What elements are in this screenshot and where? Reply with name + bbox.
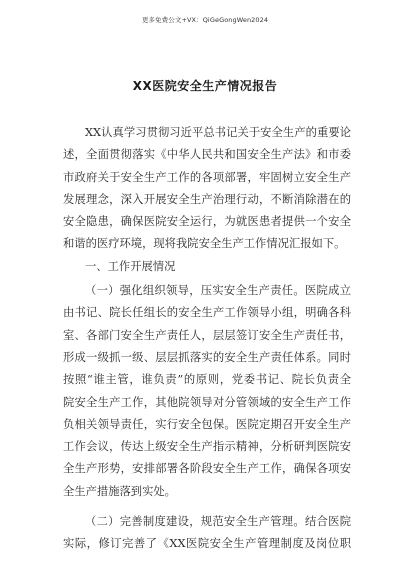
text-line: 院安全生产工作，其他院领导对分管领域的安全生产工作 (63, 395, 351, 409)
text-line: 实际，修订完善了《XX医院安全生产管理制度及岗位职 (63, 537, 351, 551)
text-line: （二）完善制度建设，规范安全生产管理。结合医院 (85, 515, 351, 529)
item-paragraph (63, 280, 351, 503)
text-line: 工作会议，传达上级安全生产指示精神，分析研判医院安 (63, 440, 351, 454)
header-note: 更多免费公文+VX：QiGeGongWen2024 (141, 16, 269, 24)
text-line: 按照“谁主管，谁负责”的原则，党委书记、院长负责全 (63, 373, 351, 387)
text-line: 述，全面贯彻落实《中华人民共和国安全生产法》和市委 (63, 148, 351, 162)
text-line: 安全隐患，确保医院安全运行，为就医患者提供一个安全 (63, 215, 351, 229)
text-line: （一）强化组织领导，压实安全生产责任。医院成立 (85, 284, 351, 298)
text-line: XX认真学习贯彻习近平总书记关于安全生产的重要论 (85, 126, 351, 139)
document-body (63, 122, 351, 556)
text-line: 市政府关于安全生产工作的各项部署，牢固树立安全生产 (63, 170, 351, 184)
text-line: 一、工作开展情况 (85, 259, 176, 273)
text-line: 负相关领导责任，实行安全包保。医院定期召开安全生产 (63, 417, 351, 431)
text-line: 全生产形势，安排部署各阶段安全生产工作，确保各项安 (63, 462, 351, 476)
section-heading (63, 256, 351, 278)
intro-paragraph (63, 122, 351, 256)
text-line: 形成一级抓一级、层层抓落实的安全生产责任体系。同时 (63, 350, 351, 364)
text-line: 和谐的医疗环境，现将我院安全生产工作情况汇报如下。 (63, 237, 346, 251)
item-paragraph (63, 511, 351, 556)
text-line: 发展理念，深入开展安全生产治理行动，不断消除潜在的 (63, 192, 351, 206)
text-line: 由书记、院长任组长的安全生产工作领导小组，明确各科 (63, 306, 351, 320)
text-line: 室、各部门安全生产责任人，层层签订安全生产责任书， (63, 328, 351, 342)
document-title: XX医院安全生产情况报告 (132, 79, 278, 93)
text-line: 全生产措施落到实处。 (63, 484, 176, 498)
